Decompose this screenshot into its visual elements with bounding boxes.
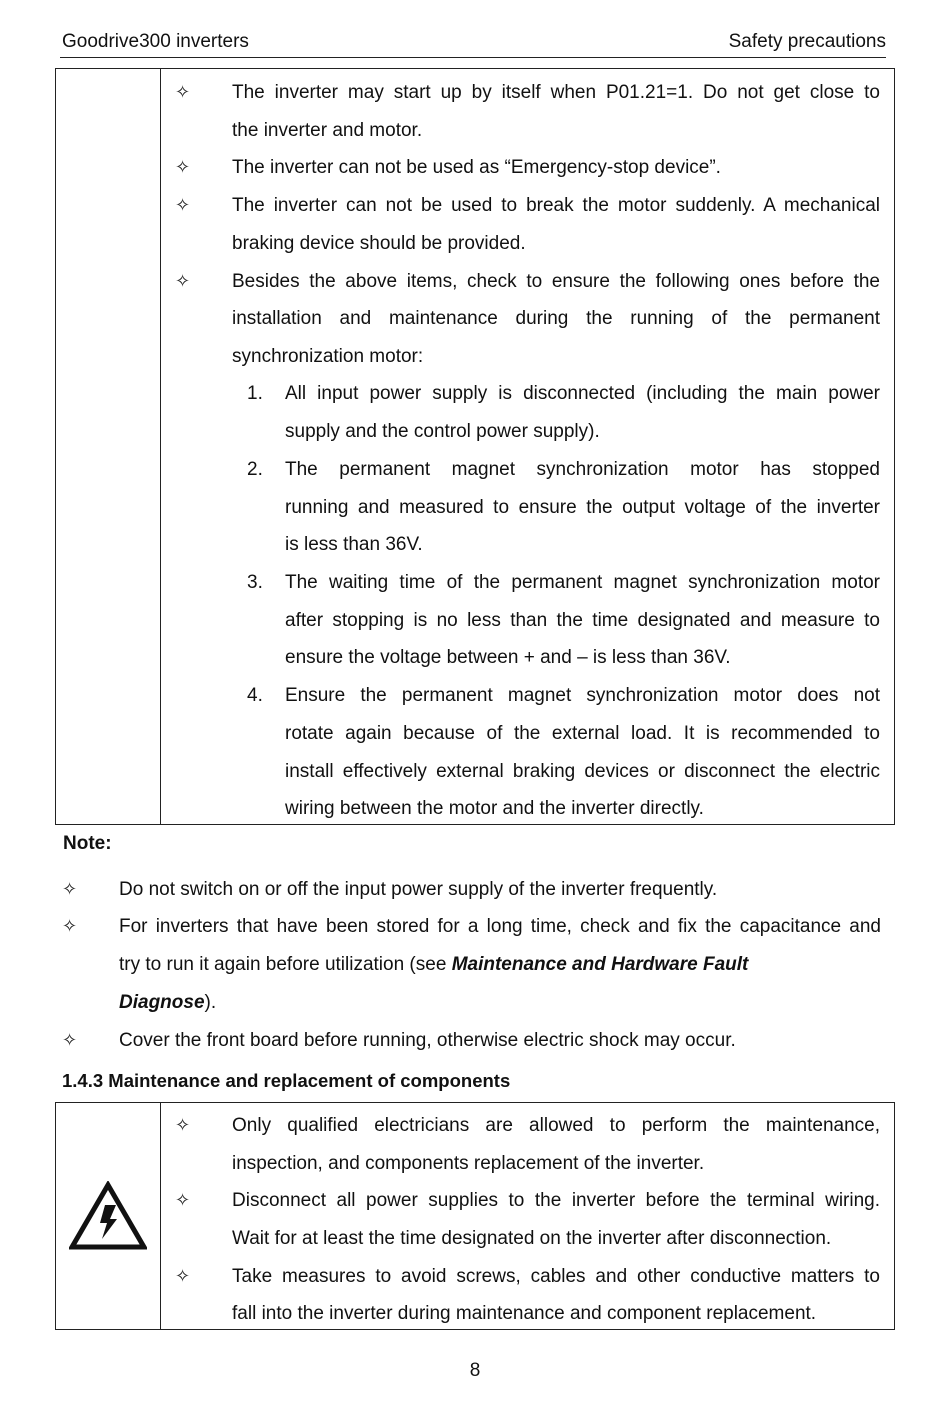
high-voltage-warning-icon xyxy=(69,1181,147,1251)
note-heading: Note: xyxy=(63,833,112,854)
page-header xyxy=(60,29,886,58)
note-item-2-line-3 xyxy=(119,984,216,1022)
icon-column xyxy=(56,69,161,824)
box1-bullet-1-line-2: the inverter and motor. xyxy=(232,120,423,141)
bullet-icon: ✧ xyxy=(62,879,78,900)
box2-bullet-3-line-2: fall into the inverter during maintenance and component replacement. xyxy=(232,1303,817,1324)
numbered-4-line-1: Ensure the permanent magnet synchronization motor does not xyxy=(285,685,880,706)
box1-bullet-1-line-1: The inverter may start up by itself when P01.21=1. Do not get close to xyxy=(232,82,880,103)
bullet-icon: ✧ xyxy=(175,271,191,292)
bullet-icon: ✧ xyxy=(175,195,191,216)
bullet-icon: ✧ xyxy=(175,157,191,178)
bullet-icon: ✧ xyxy=(175,1190,191,1211)
bullet-icon: ✧ xyxy=(175,1115,191,1136)
box2-bullet-2-line-2: Wait for at least the time designated on the inverter after disconnection. xyxy=(232,1228,832,1249)
note-item-1: Do not switch on or off the input power supply of the inverter frequently. xyxy=(119,879,718,900)
numbered-1-line-1: All input power supply is disconnected (including the main power xyxy=(285,383,880,404)
box1-bullet-4-line-3: synchronization motor: xyxy=(232,346,424,367)
numbered-3-line-2: after stopping is no less than the time designated and measure to xyxy=(285,610,880,631)
box1-bullet-4-line-2: installation and maintenance during the running of the permanent xyxy=(232,308,880,329)
numbered-2-line-1: The permanent magnet synchronization motor has stopped xyxy=(285,459,880,480)
numbered-3-line-3: ensure the voltage between + and – is less than 36V. xyxy=(285,647,731,668)
note-item-2-reference: Maintenance and Hardware Fault xyxy=(451,954,749,975)
bullet-icon: ✧ xyxy=(62,916,78,937)
bullet-icon: ✧ xyxy=(175,82,191,103)
icon-column xyxy=(56,1103,161,1329)
note-item-2-text: try to run it again before utilization (see xyxy=(119,954,452,975)
note-item-2-line-1: For inverters that have been stored for a long time, check and fix the capacitance and xyxy=(119,916,881,937)
list-number: 4. xyxy=(247,685,263,706)
numbered-3-line-1: The waiting time of the permanent magnet synchronization motor xyxy=(285,572,880,593)
list-number: 3. xyxy=(247,572,263,593)
note-item-3: Cover the front board before running, otherwise electric shock may occur. xyxy=(119,1030,736,1051)
header-product-name: Goodrive300 inverters xyxy=(62,31,249,52)
box2-bullet-1-line-1: Only qualified electricians are allowed to perform the maintenance, xyxy=(232,1115,880,1136)
box2-bullet-2-line-1: Disconnect all power supplies to the inverter before the terminal wiring. xyxy=(232,1190,880,1211)
page-number: 8 xyxy=(469,1360,481,1381)
bullet-icon: ✧ xyxy=(175,1266,191,1287)
box1-bullet-3-line-1: The inverter can not be used to break the motor suddenly. A mechanical xyxy=(232,195,880,216)
box2-bullet-1-line-2: inspection, and components replacement of the inverter. xyxy=(232,1153,705,1174)
numbered-2-line-3: is less than 36V. xyxy=(285,534,423,555)
list-number: 2. xyxy=(247,459,263,480)
box2-bullet-3-line-1: Take measures to avoid screws, cables and other conductive matters to xyxy=(232,1266,880,1287)
note-item-2-reference-end: Diagnose xyxy=(119,992,205,1013)
numbered-1-line-2: supply and the control power supply). xyxy=(285,421,600,442)
numbered-4-line-2: rotate again because of the external load. It is recommended to xyxy=(285,723,880,744)
note-item-2-text-end: ). xyxy=(204,992,217,1013)
list-number: 1. xyxy=(247,383,263,404)
numbered-4-line-4: wiring between the motor and the inverter directly. xyxy=(285,798,704,819)
bullet-icon: ✧ xyxy=(62,1030,78,1051)
box1-bullet-4-line-1: Besides the above items, check to ensure the following ones before the xyxy=(232,271,880,292)
box1-bullet-3-line-2: braking device should be provided. xyxy=(232,233,526,254)
numbered-2-line-2: running and measured to ensure the output voltage of the inverter xyxy=(285,497,880,518)
numbered-4-line-3: install effectively external braking devices or disconnect the electric xyxy=(285,761,880,782)
header-section-name: Safety precautions xyxy=(728,31,886,52)
box1-bullet-2-line-1: The inverter can not be used as “Emergency-stop device”. xyxy=(232,157,721,178)
section-heading: 1.4.3 Maintenance and replacement of components xyxy=(62,1070,511,1091)
note-item-2-line-2 xyxy=(119,946,748,984)
